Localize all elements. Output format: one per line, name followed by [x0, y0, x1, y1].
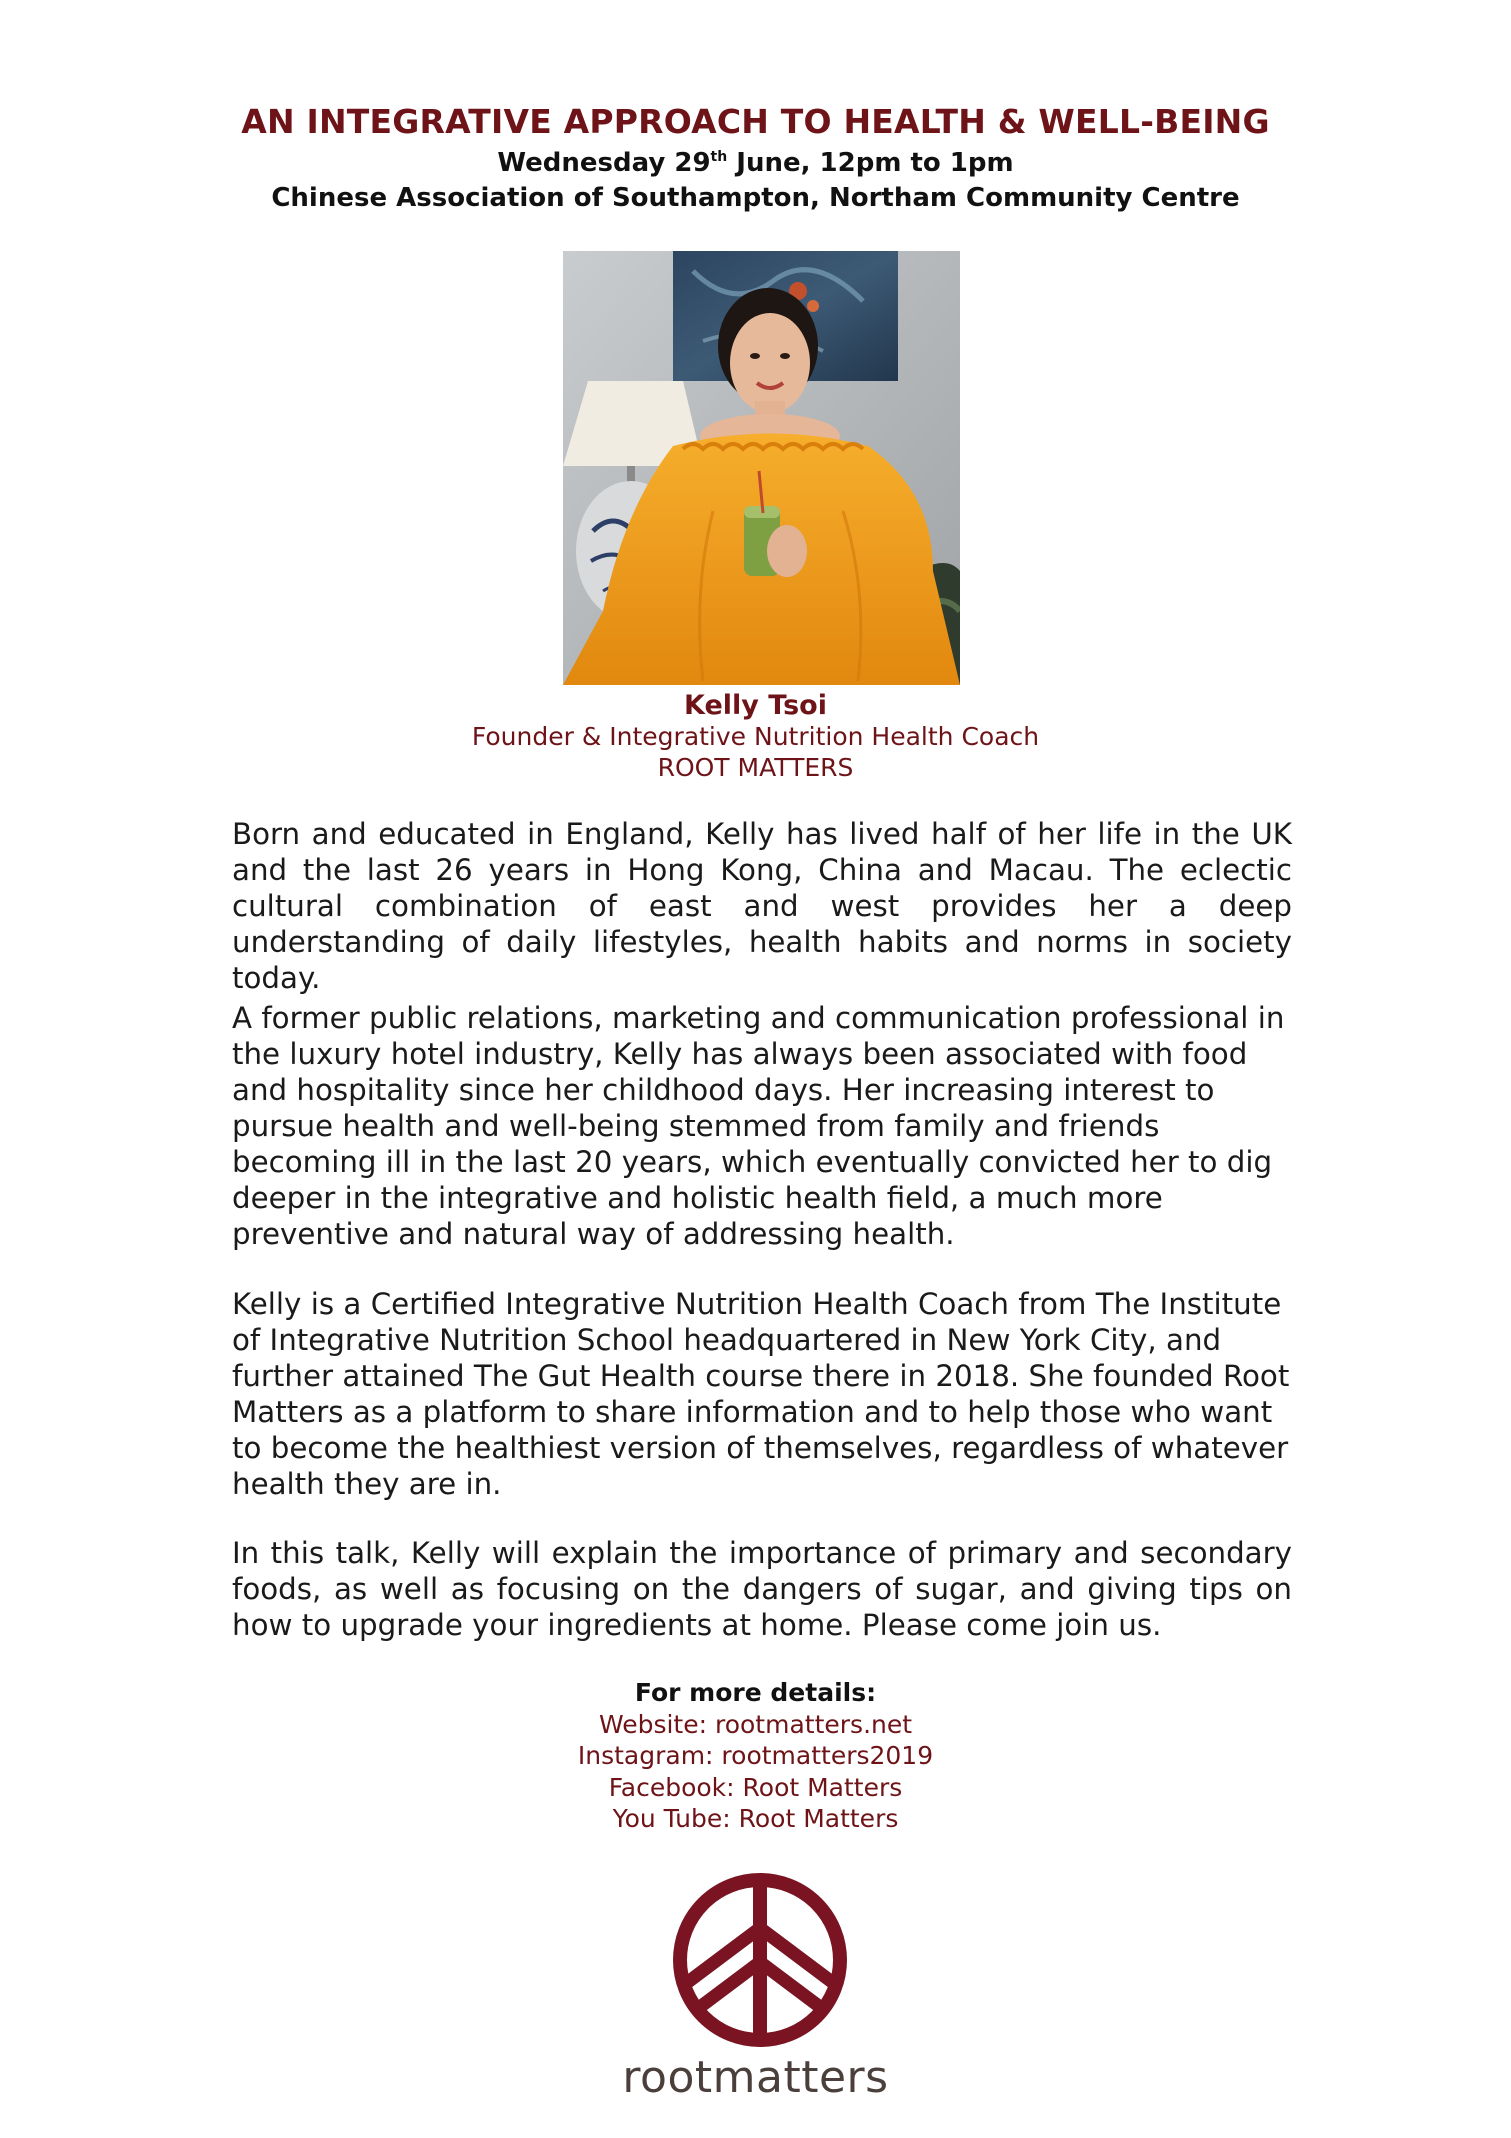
details-heading: For more details:: [634, 1678, 877, 1707]
website-link[interactable]: Website: rootmatters.net: [598, 1709, 913, 1739]
event-date-time: June, 12pm to 1pm: [727, 148, 1014, 178]
page-title: AN INTEGRATIVE APPROACH TO HEALTH & WELL-BEING: [241, 102, 1270, 141]
bio-paragraph-2: A former public relations, marketing and communication professional in the luxury hotel industry, Kelly has always been associated with food and hospitality since her childhood days. Her increasing interest to pursue health and well-being stemmed from family and friends becoming ill in the last 20 years, which eventually convicted her to dig deeper in the integrative and holistic health field, a much more preventive and natural way of addressing health.: [232, 1001, 1285, 1251]
facebook-link[interactable]: Facebook: Root Matters: [608, 1772, 903, 1802]
instagram-link[interactable]: Instagram: rootmatters2019: [577, 1741, 934, 1770]
rootmatters-logo-icon: [670, 1870, 850, 2050]
event-venue: Chinese Association of Southampton, Northam Community Centre: [271, 183, 1240, 213]
speaker-portrait-image: [563, 251, 960, 685]
bio-paragraph-1: Born and educated in England, Kelly has lived half of her life in the UK and the last 26 years in Hong Kong, China and Macau. The eclectic cultural combination of east and west provides her a deep understanding of daily lifestyles, health habits and norms in society today.: [232, 817, 1292, 995]
talk-description: In this talk, Kelly will explain the importance of primary and secondary foods, as well as focusing on the dangers of sugar, and giving tips on how to upgrade your ingredients at home. Please come join us.: [232, 1536, 1292, 1642]
event-date-day: Wednesday 29: [497, 148, 711, 178]
event-date-suffix: th: [710, 149, 728, 165]
bio-paragraph-3: Kelly is a Certified Integrative Nutrition Health Coach from The Institute of Integrative Nutrition School headquartered in New York City, and further attained The Gut Health course there in 2018. She founded Root Matters as a platform to share information and to help those who want to become the healthiest version of themselves, regardless of whatever health they are in.: [232, 1287, 1290, 1501]
speaker-name: Kelly Tsoi: [684, 690, 827, 721]
speaker-organization: ROOT MATTERS: [657, 753, 854, 782]
youtube-link[interactable]: You Tube: Root Matters: [612, 1804, 899, 1833]
brand-wordmark: rootmatters: [622, 2052, 889, 2103]
event-date: [0, 148, 1511, 178]
speaker-photo: [563, 251, 960, 685]
contact-details: [0, 1677, 1511, 1835]
speaker-role: Founder & Integrative Nutrition Health Coach: [471, 722, 1040, 751]
